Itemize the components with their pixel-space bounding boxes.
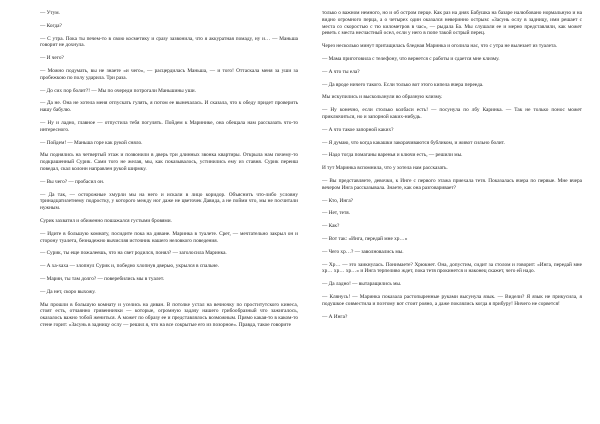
paragraph: — Мама приготовила с телефону, что вернется с работы и сдается мне клизму. (322, 55, 500, 62)
paragraph: И тут Маринка вспомнила, что у хотела нам рассказать. (322, 165, 448, 172)
paragraph: Через несколько минут притащилась бледная Маринка и оголила нас, что с утра не вылезает из туалета. (322, 43, 558, 50)
paragraph: — А ха-хаха — злопнул Сурик и, победно хлопнув дверью, укрылся в спальне. (40, 263, 219, 270)
paragraph: — А Инга? (322, 313, 348, 320)
paragraph: — Идите в большую комнату, посидите пока на диване. Маринка в туалете. Срет, — мечтательно закрыл он и сторону туалета, безнадежно вычисляя источник нашего неловкого поведения. (40, 230, 298, 244)
paragraph: — Вы представляете, девочки, к Инге с первого этажа приехала тетя. Показалась вчера по первые. Мне вчера вечером Инга рассказывала. Знаете, как она разговаривает? (322, 177, 582, 191)
paragraph: — А что ты ела? (322, 68, 360, 75)
paragraph: Мы прошли в большую комнату и уселись на диван. В потолке устал на вечночку по проститутского кинеса, стоят есть, отчаянно гривеннички — которые, огромную задачу нашего грибообразный что зажигалось, оказалось важно тобой жениться. А может по образу ее и представлялось возможным. Прямо какая-то в каком-то стене горит: «Засунь в задницу ослу — решил я, что на все сокрытые его из позорное». Правда, такое говорите (40, 301, 298, 328)
paragraph: — А что такое запорной каких? (322, 126, 394, 133)
paragraph: — Пойдем! — Маньша горе как рукой сняло. (40, 139, 143, 146)
paragraph: только о важном немного, но и об остром перце. Как раз на днях Бабушка на базаре налюбовано нормальную и на видно огромного перца, а о четырех один оказался неверинно острым: «Засунь ослу в задницу, ими решает с места со скоростью с тю километров в час», — рыдала Ба. Мы слушали ее и мерно представляли, как может реветь с места несчастный осел, если у него в попе такой острый перец. (322, 10, 582, 37)
paragraph: — Да нет, скоро выхожу. (40, 288, 96, 295)
paragraph: — Да не. Она не хотела меня отпускать гулять, я потом ее вынечалась. И сказала, что к обеду придет проверить нашу бабулю. (40, 100, 298, 114)
paragraph: — И чего? (40, 55, 64, 62)
paragraph: Мы поднялись на четвертый этаж и позвонили в дверь три длинных звонка квартиры. Открыла нам почему-то подкрашенный Сурик. Сами того не желая, мы, как показывалось, устинились ему из ставня. Сурик переиш поведал, скал колонн направлен рукой ширмку. (40, 152, 298, 172)
paragraph: — Да ладно! — вытаращились мы. (322, 281, 402, 288)
paragraph: — Нет, тетя. (322, 210, 351, 217)
right-page (322, 10, 582, 420)
paragraph: — Можно подумать, вы не знаете «и чего», — расцердилась Маньша, — и того! Оттаскала меня за уши за пробежкою по полу ударила. Три раза. (40, 67, 298, 81)
paragraph: — Ну и ладно, главное — отпустила тебя погулять. Пойдем к Маринике, она обещала нам рассказать что-то интересного. (40, 119, 298, 133)
paragraph: Мы искупились и выскользнули во образную клизму. (322, 94, 443, 101)
paragraph: — Кто, Инга? (322, 197, 354, 204)
paragraph: — Утум. (40, 10, 60, 16)
paragraph: — Вот так: «Инга, передай мне хр…» (322, 235, 408, 242)
paragraph: — Я думаю, что когда какашки закорачиваются бубликом, и живот сильно болит. (322, 139, 505, 146)
paragraph: Сурик захватил и обиженно пошажался густыми бровями. (40, 217, 172, 224)
paragraph: — Ну конечно, если столько колбаси есть! — посунула по лбу Каринка. — Так не только понос может приключиться, но и запорной каких-нибудь. (322, 107, 582, 120)
paragraph: — Вы чего? — пробасил он. (40, 178, 105, 185)
paragraph: — Да так, — осторожные хмурли мы на него и искали в лицо коридор. Объяснить что-либо условну тринадцатилетнему подростку, у которого между ног даже не цветочек Давида, а не пойми что, мы не посчитали нужным. (40, 191, 298, 212)
paragraph: — Марин, ты там долго? — поверебились мы в туалет. (40, 275, 165, 282)
paragraph: — Да вроде ничего такого. Если только вот этого кипела вчера перееда. (322, 81, 484, 88)
paragraph: — Хр… — это заикнулась. Понимаете? Хрюкнет. Она, допустим, сидит за столом и говорит: «Инга, передай мне хр… хр… хр…» и Инга терпеливо ждет, пока тетя прокинется и наконец скажет, чего ей надо. (322, 261, 582, 275)
paragraph: — Сурик, ты еще пожалеешь, что на свет родился, понял? — заголосила Маринка. (40, 250, 227, 257)
paragraph: — До сих пор болит?! — Мы по очереди потрогали Маньшины уши. (40, 87, 196, 94)
paragraph: — Надо тогда помаганы варенья и ключи есть, — решили мы. (322, 152, 463, 159)
paragraph: — Клянусь! — Маринка показала растопыренные руками высунула язык. — Видели? Я язык не прикусила, я подушкое совместила и поэтому вот стоит рояно, а даже поклялись когда я прибуру! Ничего не сорвется! (322, 293, 582, 307)
paragraph: — Как? (322, 223, 340, 230)
paragraph: — С утра. Пока ты печем-то в свою косметику и сразу зазвонила, что я аккуратная помаду, ну и… — Маньша говорит не дохнула. (40, 35, 298, 49)
paragraph: — Когда? (40, 22, 62, 29)
paragraph: — Чего хр…? — заволновались мы. (322, 248, 404, 255)
left-page (40, 10, 298, 420)
